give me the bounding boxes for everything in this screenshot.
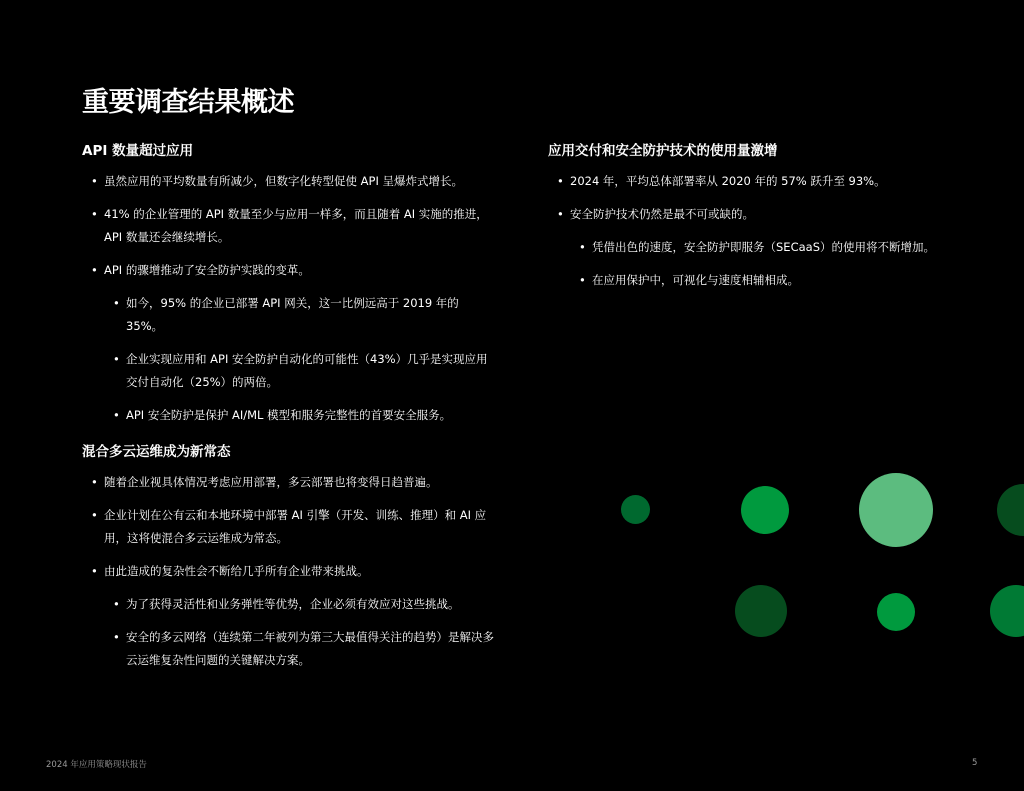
sub-list-item: • 在应用保护中，可视化与速度相辅相成。 <box>548 269 948 292</box>
decor-circle <box>859 473 933 547</box>
section-heading-delivery-security: 应用交付和安全防护技术的使用量激增 <box>548 143 778 159</box>
api-findings-list <box>82 170 497 427</box>
list-item: • 企业计划在公有云和本地环境中部署 AI 引擎（开发、训练、推理）和 AI 应用，这将使混合多云运维成为常态。 <box>82 504 497 550</box>
sub-list-item: • API 安全防护是保护 AI/ML 模型和服务完整性的首要安全服务。 <box>82 404 497 427</box>
decor-circle <box>997 484 1024 536</box>
sub-list-item: • 为了获得灵活性和业务弹性等优势，企业必须有效应对这些挑战。 <box>82 593 497 616</box>
decor-circle <box>735 585 787 637</box>
section-heading-multicloud: 混合多云运维成为新常态 <box>82 444 231 460</box>
list-item: • 2024 年，平均总体部署率从 2020 年的 57% 跃升至 93%。 <box>548 170 948 193</box>
section-heading-api: API 数量超过应用 <box>82 143 194 159</box>
decor-circle <box>877 593 915 631</box>
page-title: 重要调查结果概述 <box>82 87 294 118</box>
left-column <box>82 142 497 672</box>
decor-circle <box>621 495 650 524</box>
decor-circle <box>741 486 789 534</box>
list-item: • 安全防护技术仍然是最不可或缺的。 <box>548 203 948 226</box>
list-item: • 随着企业视具体情况考虑应用部署，多云部署也将变得日趋普遍。 <box>82 471 497 494</box>
sub-list-item: • 安全的多云网络（连续第二年被列为第三大最值得关注的趋势）是解决多云运维复杂性问题的关键解决方案。 <box>82 626 497 672</box>
delivery-security-findings-list <box>548 170 948 292</box>
page-number: 5 <box>972 758 978 768</box>
list-item: • API 的骤增推动了安全防护实践的变革。 <box>82 259 497 282</box>
footer-report-title: 2024 年应用策略现状报告 <box>46 760 147 770</box>
multicloud-findings-list <box>82 471 497 672</box>
right-column <box>548 142 948 292</box>
list-item: • 由此造成的复杂性会不断给几乎所有企业带来挑战。 <box>82 560 497 583</box>
sub-list-item: • 如今，95% 的企业已部署 API 网关，这一比例远高于 2019 年的 35%。 <box>82 292 497 338</box>
sub-list-item: • 企业实现应用和 API 安全防护自动化的可能性（43%）几乎是实现应用交付自动化（25%）的两倍。 <box>82 348 497 394</box>
list-item: • 虽然应用的平均数量有所减少，但数字化转型促使 API 呈爆炸式增长。 <box>82 170 497 193</box>
sub-list-item: • 凭借出色的速度，安全防护即服务（SECaaS）的使用将不断增加。 <box>548 236 948 259</box>
list-item: • 41% 的企业管理的 API 数量至少与应用一样多，而且随着 AI 实施的推进，API 数量还会继续增长。 <box>82 203 497 249</box>
decor-circle <box>990 585 1024 637</box>
